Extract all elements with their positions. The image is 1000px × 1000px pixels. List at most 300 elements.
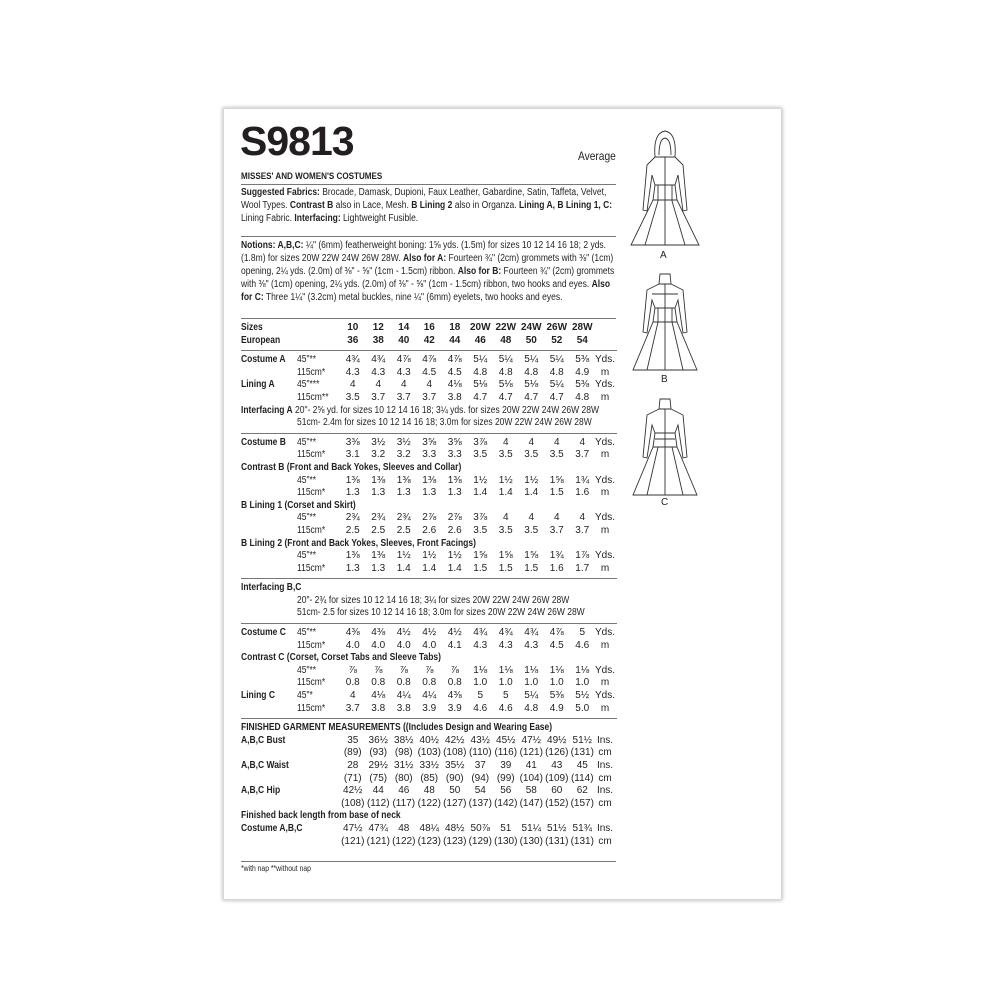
view-c-dress-illustration xyxy=(625,395,705,500)
table-cell: 2⅞ xyxy=(422,512,437,524)
table-cell: 35½ xyxy=(445,760,465,771)
table-cell: 36½ xyxy=(368,734,388,746)
fabric-width: 45"** xyxy=(297,512,317,524)
table-cell: 1.5 xyxy=(473,562,488,574)
table-cell: 42½ xyxy=(445,734,465,746)
table-cell: (80) xyxy=(394,772,413,784)
table-cell: (129) xyxy=(468,835,492,847)
table-cell: 0.8 xyxy=(422,677,437,689)
unit-label: Ins. xyxy=(596,734,614,746)
table-cell: 31½ xyxy=(394,760,414,771)
unit-label: Ins. xyxy=(596,760,614,771)
table-cell: 47¾ xyxy=(368,822,388,834)
table-row xyxy=(241,563,617,576)
table-cell: 50 xyxy=(449,785,461,797)
table-row xyxy=(241,449,617,462)
table-cell: 4.3 xyxy=(396,366,411,378)
table-row xyxy=(241,595,617,608)
table-row xyxy=(241,322,617,335)
table-cell: 4 xyxy=(375,379,382,391)
table-cell: 1⅛ xyxy=(524,664,539,676)
table-cell: (131) xyxy=(545,835,569,847)
table-cell: 3.3 xyxy=(422,449,437,461)
table-row xyxy=(241,640,617,653)
table-cell: (109) xyxy=(545,772,569,784)
table-cell: 1⅜ xyxy=(371,550,386,562)
table-row xyxy=(241,417,617,430)
table-cell: 4.7 xyxy=(498,391,513,403)
table-cell: 52 xyxy=(551,334,563,346)
table-cell: 1.6 xyxy=(549,562,564,574)
table-cell: 45 xyxy=(576,760,588,771)
table-cell: 41 xyxy=(525,760,537,771)
table-cell: 1⅞ xyxy=(575,550,590,562)
table-cell: 56 xyxy=(500,785,512,797)
table-cell: 1.4 xyxy=(473,487,488,499)
table-cell: 4.0 xyxy=(345,639,360,651)
table-cell: ⅞ xyxy=(348,664,357,676)
table-row xyxy=(241,582,617,595)
table-cell: 4½ xyxy=(396,627,411,639)
table-cell: 4 xyxy=(400,379,407,391)
section-note: 20"- 2¾ for sizes 10 12 14 16 18; 3¼ for sizes 20W 22W 24W 26W 28W xyxy=(297,594,570,606)
unit-label: m xyxy=(600,702,610,714)
table-cell: 33½ xyxy=(419,760,439,771)
table-cell: 4.1 xyxy=(447,639,462,651)
row-label: Costume A,B,C xyxy=(241,822,303,834)
contrast-b-label: Contrast B xyxy=(289,200,334,211)
table-cell: (130) xyxy=(519,835,543,847)
pattern-number: S9813 xyxy=(240,118,354,164)
table-cell: 4¾ xyxy=(473,627,488,639)
table-cell: (157) xyxy=(570,797,594,809)
table-cell: 43½ xyxy=(470,734,490,746)
table-cell: (93) xyxy=(369,747,388,759)
fabric-width: 115cm* xyxy=(297,702,326,714)
table-cell: 4.8 xyxy=(524,366,539,378)
view-a-label: A xyxy=(660,250,667,261)
table-cell: 1⅜ xyxy=(396,474,411,486)
table-cell: 43 xyxy=(551,760,563,771)
section-heading-note: 20"- 2⅝ yd. for sizes 10 12 14 16 18; 3¼ yds. for sizes 20W 22W 24W 26W 28W xyxy=(292,404,599,416)
table-cell: 42½ xyxy=(343,785,363,797)
section-heading-title: Contrast B (Front and Back Yokes, Sleeves and Collar) xyxy=(241,461,462,473)
table-cell: 4 xyxy=(553,512,560,524)
table-cell: 48 xyxy=(500,334,512,346)
table-cell: 3.5 xyxy=(524,449,539,461)
notions-text: Fourteen ¾" (2cm) grommets with ⅜" (1cm) opening, 2¼ yds. (2.0m) of ⅜" - ⅝" (1cm - 1.5cm) ribbon. xyxy=(241,253,614,277)
table-row xyxy=(241,798,617,811)
table-row xyxy=(241,836,617,849)
table-cell: 18 xyxy=(449,322,461,333)
unit-label: Yds. xyxy=(594,664,615,676)
table-cell: 51¼ xyxy=(521,822,541,834)
unit-label: m xyxy=(600,449,610,461)
b-lining-2-label: B Lining 2 xyxy=(411,200,453,211)
table-cell: 3⅝ xyxy=(422,436,437,448)
table-cell: 3.7 xyxy=(345,702,360,714)
also-c-label: Also for C: xyxy=(241,279,611,303)
table-cell: 5¼ xyxy=(473,354,488,366)
table-cell: 4.9 xyxy=(549,702,564,714)
table-cell: 50 xyxy=(525,334,537,346)
table-row xyxy=(241,810,617,823)
table-cell: (104) xyxy=(519,772,543,784)
table-cell: 1⅝ xyxy=(498,550,513,562)
table-row xyxy=(241,652,617,665)
table-cell: 4.3 xyxy=(345,366,360,378)
table-cell: 1.4 xyxy=(498,487,513,499)
row-label: European xyxy=(241,334,281,346)
table-cell: 16 xyxy=(423,322,435,333)
suggested-fabrics xyxy=(241,186,615,225)
table-cell: (147) xyxy=(519,797,543,809)
unit-label: m xyxy=(600,366,610,378)
table-cell: 44 xyxy=(449,334,461,346)
table-cell: 2¾ xyxy=(396,512,411,524)
view-b-label: B xyxy=(661,374,668,385)
table-cell: (89) xyxy=(343,747,362,759)
table-cell: 4¼ xyxy=(396,690,411,702)
table-cell: 24W xyxy=(520,322,542,333)
table-cell: 54 xyxy=(474,785,486,797)
table-cell: 5⅜ xyxy=(575,354,590,366)
table-cell: 1⅛ xyxy=(473,664,488,676)
table-cell: (152) xyxy=(545,797,569,809)
table-row xyxy=(241,538,617,551)
table-cell: 5⅜ xyxy=(575,379,590,391)
fabric-width: 115cm* xyxy=(297,639,326,651)
fabric-width: 45"** xyxy=(297,664,317,676)
table-cell: (121) xyxy=(366,835,390,847)
table-cell: 3.2 xyxy=(396,449,411,461)
table-cell: 4¾ xyxy=(371,354,386,366)
table-cell: 1½ xyxy=(498,474,513,486)
linings-label: Lining A, B Lining 1, C: xyxy=(518,200,613,211)
table-cell: 3.5 xyxy=(345,391,360,403)
table-row xyxy=(241,823,617,836)
unit-label: Yds. xyxy=(594,354,615,366)
view-c-label: C xyxy=(661,497,669,508)
fabric-width: 45"** xyxy=(297,550,317,562)
also-b-label: Also for B: xyxy=(457,266,502,277)
section-heading-title: Interfacing A xyxy=(241,404,293,416)
table-cell: 5½ xyxy=(575,690,590,702)
table-cell: 60 xyxy=(551,785,563,797)
table-cell: 4½ xyxy=(447,627,462,639)
table-cell: (122) xyxy=(392,835,416,847)
table-cell: 5⅛ xyxy=(473,379,488,391)
table-cell: 1¾ xyxy=(575,474,590,486)
table-row xyxy=(241,367,617,380)
table-cell: 4.8 xyxy=(473,366,488,378)
table-cell: 4½ xyxy=(422,627,437,639)
table-cell: 36 xyxy=(347,334,359,346)
table-divider xyxy=(241,620,617,627)
table-cell: 3.7 xyxy=(575,524,590,536)
section-heading xyxy=(241,462,461,475)
table-cell: 3.5 xyxy=(498,524,513,536)
table-row xyxy=(241,607,617,620)
table-cell: 4 xyxy=(426,379,433,391)
table-cell: 2.5 xyxy=(345,524,360,536)
table-cell: 1.4 xyxy=(524,487,539,499)
table-cell: 58 xyxy=(525,785,537,797)
table-cell: (121) xyxy=(341,835,365,847)
table-cell: 51¾ xyxy=(572,822,592,834)
table-cell: 1.4 xyxy=(447,562,462,574)
fabric-width: 115cm* xyxy=(297,524,326,536)
table-cell: 29½ xyxy=(368,760,388,771)
table-cell: 1.0 xyxy=(524,677,539,689)
table-cell: 4.3 xyxy=(524,639,539,651)
unit-label: m xyxy=(600,487,610,499)
table-cell: 48½ xyxy=(445,822,465,834)
table-row xyxy=(241,677,617,690)
table-cell: 4⅜ xyxy=(345,627,360,639)
table-cell: 1.3 xyxy=(371,562,386,574)
table-cell: 1.7 xyxy=(575,562,590,574)
unit-label: m xyxy=(600,677,610,689)
table-row xyxy=(241,512,617,525)
fabric-width: 115cm* xyxy=(297,562,326,574)
table-cell: 14 xyxy=(398,322,410,333)
notions-label: Notions: A,B,C: xyxy=(241,240,304,251)
table-cell: 3.3 xyxy=(447,449,462,461)
table-cell: 0.8 xyxy=(396,677,411,689)
table-cell: 1.3 xyxy=(345,487,360,499)
table-cell: 4 xyxy=(349,690,356,702)
table-row xyxy=(241,735,617,748)
table-cell: 62 xyxy=(576,785,588,797)
fabric-width: 115cm* xyxy=(297,487,326,499)
section-note: 51cm- 2.4m for sizes 10 12 14 16 18; 3.0m for sizes 20W 22W 24W 26W 28W xyxy=(297,417,592,429)
table-cell: 51 xyxy=(500,822,512,834)
table-cell: 49½ xyxy=(547,734,567,746)
table-cell: 4⅛ xyxy=(447,379,462,391)
table-cell: 5⅛ xyxy=(498,379,513,391)
divider xyxy=(241,318,616,319)
table-row xyxy=(241,475,617,488)
table-cell: 3⅞ xyxy=(473,512,488,524)
unit-label: Yds. xyxy=(594,379,615,391)
table-divider xyxy=(241,575,617,582)
table-cell: 48 xyxy=(423,785,435,797)
row-label: Sizes xyxy=(241,322,263,333)
table-cell: 39 xyxy=(500,760,512,771)
unit-label: m xyxy=(600,391,610,403)
table-cell: 10 xyxy=(347,322,359,333)
table-cell: 51½ xyxy=(547,822,567,834)
table-cell: 1⅝ xyxy=(549,474,564,486)
section-heading-title: Finished back length from base of neck xyxy=(241,810,401,822)
table-row xyxy=(241,405,617,418)
table-cell: 22W xyxy=(495,322,517,333)
table-cell: 1⅜ xyxy=(422,474,437,486)
table-cell: 3.9 xyxy=(447,702,462,714)
section-heading-title: Interfacing B,C xyxy=(241,582,302,594)
table-cell: 3.5 xyxy=(473,524,488,536)
table-cell: 1.0 xyxy=(549,677,564,689)
table-cell: 2.5 xyxy=(371,524,386,536)
table-cell: 4.5 xyxy=(422,366,437,378)
fabric-width: 45"** xyxy=(297,474,317,486)
table-cell: 4.8 xyxy=(575,391,590,403)
table-cell: 3½ xyxy=(371,436,386,448)
row-label: A,B,C Waist xyxy=(241,760,289,771)
fabric-width: 45"** xyxy=(297,354,317,366)
table-row xyxy=(241,550,617,563)
fabric-width: 45"*** xyxy=(297,379,320,391)
table-cell: 20W xyxy=(469,322,491,333)
table-cell: 5¼ xyxy=(549,379,564,391)
table-cell: 3.5 xyxy=(498,449,513,461)
table-cell: 1.0 xyxy=(473,677,488,689)
table-cell: 28 xyxy=(347,760,359,771)
table-row xyxy=(241,437,617,450)
table-cell: 3.8 xyxy=(447,391,462,403)
table-cell: 1.4 xyxy=(422,562,437,574)
table-cell: 2¾ xyxy=(371,512,386,524)
table-cell: (85) xyxy=(420,772,439,784)
table-divider xyxy=(241,430,617,437)
table-cell: 1⅜ xyxy=(371,474,386,486)
notions-text: ¼" (6mm) featherweight boning: 1⅝ yds. (1.5m) for sizes 10 12 14 16 18; 2 yds. (1.8m) for sizes 20W 22W 24W 26W 28W. xyxy=(241,240,607,264)
table-row xyxy=(241,690,617,703)
table-cell: 4.3 xyxy=(371,366,386,378)
notions-text: Fourteen ¾" (2cm) grommets with ⅜" (1cm) opening, 2¼ yds. (2.0m) of ⅜" - ⅝" (1cm - 1.5cm) ribbon, two hooks and eyes. xyxy=(241,266,615,290)
table-row xyxy=(241,773,617,786)
table-row xyxy=(241,627,617,640)
table-row xyxy=(241,392,617,405)
table-row xyxy=(241,525,617,538)
table-cell: 0.8 xyxy=(371,677,386,689)
fabric-width: 115cm* xyxy=(297,449,326,461)
table-cell: 1.5 xyxy=(524,562,539,574)
table-cell: 3.5 xyxy=(549,449,564,461)
unit-label: Yds. xyxy=(594,436,615,448)
section-heading xyxy=(241,722,552,735)
fabrics-text: also in Organza. xyxy=(452,200,519,211)
table-cell: 4¼ xyxy=(422,690,437,702)
table-cell: 38 xyxy=(372,334,384,346)
table-cell: 4 xyxy=(579,436,586,448)
table-cell: 4 xyxy=(579,512,586,524)
table-cell: 4¾ xyxy=(345,354,360,366)
table-cell: 4.6 xyxy=(498,702,513,714)
view-b-dress-illustration xyxy=(625,270,705,375)
table-row xyxy=(241,500,617,513)
table-cell: 4.5 xyxy=(447,366,462,378)
view-a-dress-illustration xyxy=(625,125,705,250)
table-cell: 46 xyxy=(474,334,486,346)
table-cell: 1½ xyxy=(396,550,411,562)
table-cell: 3.5 xyxy=(473,449,488,461)
table-cell: (99) xyxy=(496,772,515,784)
fabric-width: 45"** xyxy=(297,436,317,448)
table-cell: 1½ xyxy=(422,550,437,562)
table-cell: (108) xyxy=(341,797,365,809)
section-heading xyxy=(241,582,301,595)
table-cell: 3½ xyxy=(396,436,411,448)
table-cell: 50⅞ xyxy=(470,822,490,834)
table-cell: 26W xyxy=(546,322,568,333)
table-cell: 1.0 xyxy=(498,677,513,689)
table-cell: 5¼ xyxy=(524,354,539,366)
unit-label: Yds. xyxy=(594,512,615,524)
table-cell: 46 xyxy=(398,785,410,797)
table-cell: 1.4 xyxy=(396,562,411,574)
table-cell: 35 xyxy=(347,734,359,746)
table-cell: 1½ xyxy=(447,550,462,562)
table-cell: 1⅝ xyxy=(473,550,488,562)
unit-label: Yds. xyxy=(594,690,615,702)
unit-label: Ins. xyxy=(596,822,614,834)
table-cell: (123) xyxy=(443,835,467,847)
table-cell: 4.8 xyxy=(524,702,539,714)
table-cell: 4¾ xyxy=(498,627,513,639)
table-cell: 3.5 xyxy=(524,524,539,536)
table-cell: 1.3 xyxy=(422,487,437,499)
table-cell: (142) xyxy=(494,797,518,809)
table-cell: (121) xyxy=(519,747,543,759)
table-cell: 48 xyxy=(398,822,410,834)
table-cell: (90) xyxy=(445,772,464,784)
table-cell: (103) xyxy=(417,747,441,759)
table-cell: 4.7 xyxy=(524,391,539,403)
table-cell: 1.0 xyxy=(575,677,590,689)
table-cell: ⅞ xyxy=(399,664,408,676)
table-cell: 1¾ xyxy=(549,550,564,562)
unit-label: Yds. xyxy=(594,550,615,562)
section-heading xyxy=(241,405,599,418)
notions-text: Three 1¼" (3.2cm) metal buckles, nine ¼" (6mm) eyelets, two hooks and eyes. xyxy=(263,292,563,303)
table-cell: 1⅝ xyxy=(524,550,539,562)
table-cell: 0.8 xyxy=(447,677,462,689)
yardage-table xyxy=(241,322,617,848)
table-cell: 4⅛ xyxy=(371,690,386,702)
table-cell: 38½ xyxy=(394,734,414,746)
table-cell: 1.3 xyxy=(396,487,411,499)
table-cell: 1⅜ xyxy=(345,550,360,562)
table-cell: 5.0 xyxy=(575,702,590,714)
table-cell: (122) xyxy=(417,797,441,809)
divider xyxy=(241,861,616,862)
table-cell: (75) xyxy=(369,772,388,784)
table-cell: 4⅞ xyxy=(422,354,437,366)
table-cell: 4.0 xyxy=(371,639,386,651)
table-cell: 3⅜ xyxy=(345,436,360,448)
fabrics-text: Lining Fabric. xyxy=(241,213,295,224)
table-cell: 3⅞ xyxy=(473,436,488,448)
table-cell: 4 xyxy=(502,436,509,448)
table-cell: (116) xyxy=(494,747,518,759)
table-cell: 5¼ xyxy=(524,690,539,702)
table-cell: 37 xyxy=(474,760,486,771)
table-row xyxy=(241,703,617,716)
table-cell: ⅞ xyxy=(450,664,459,676)
unit-label: Yds. xyxy=(594,627,615,639)
table-cell: (126) xyxy=(545,747,569,759)
table-cell: 1.6 xyxy=(575,487,590,499)
table-cell: 4.0 xyxy=(422,639,437,651)
section-heading-title: FINISHED GARMENT MEASUREMENTS ((Includes Design and Wearing Ease) xyxy=(241,722,553,734)
table-cell: (131) xyxy=(570,835,594,847)
table-cell: 4⅜ xyxy=(447,690,462,702)
table-cell: ⅞ xyxy=(425,664,434,676)
table-cell: 5¼ xyxy=(549,354,564,366)
table-cell: 4.6 xyxy=(473,702,488,714)
